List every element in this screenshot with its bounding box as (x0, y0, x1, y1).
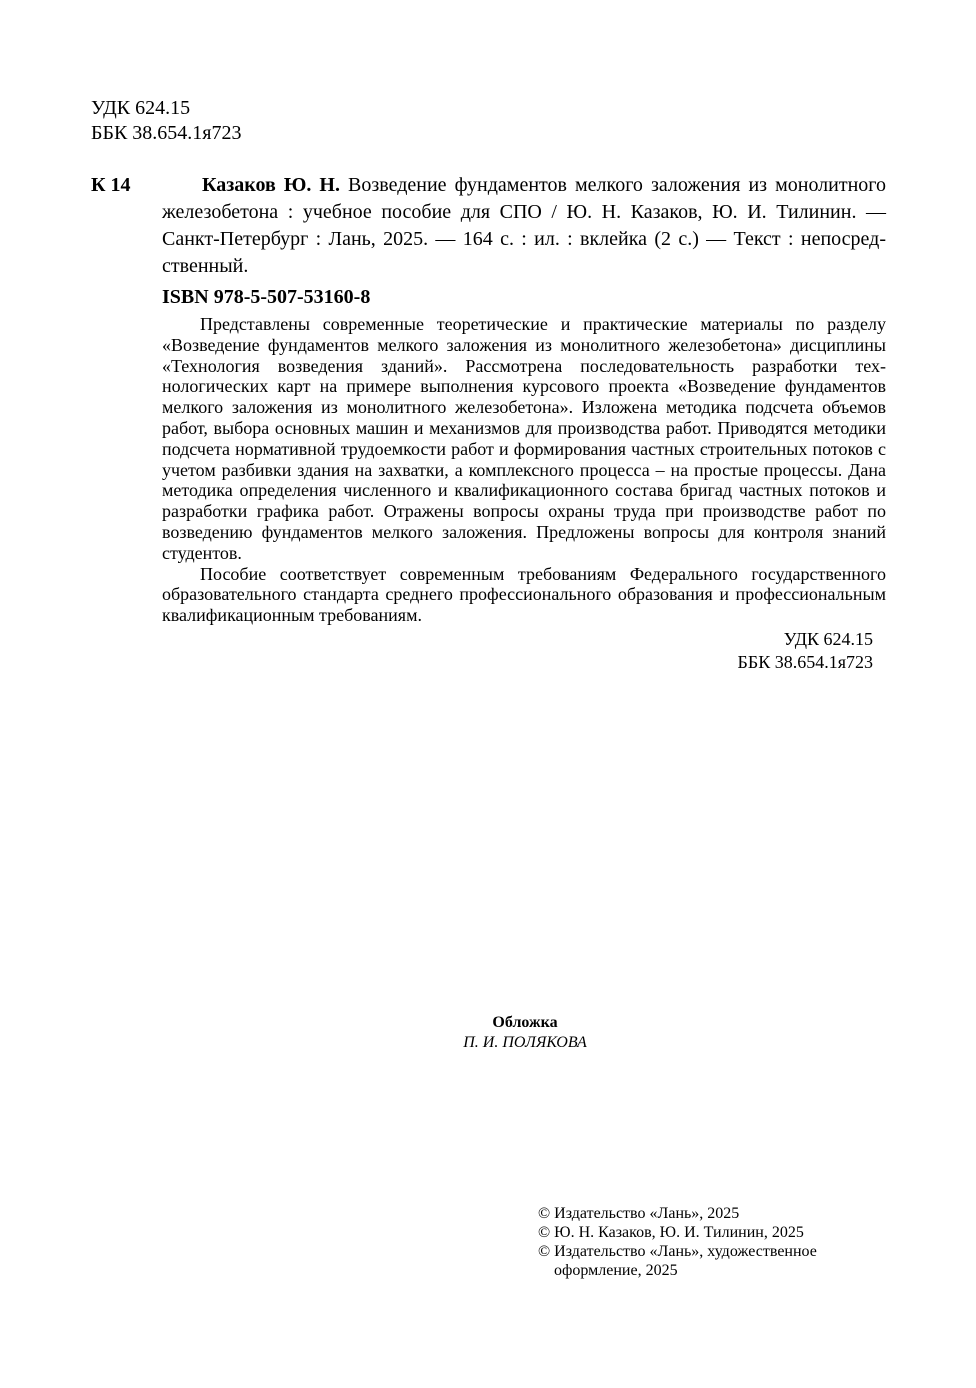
abstract-paragraph: Представлены современные теоретические и практические материалы по разделу «Возведение фундаментов мелкого заложения из монолитного железобетона» дисциплины «Технология возведения зданий». Рассмотрена последовательность разработки технологических карт на примере выполнения курсового проекта «Возведение фундаментов мелкого заложения из монолитного железобетона». Изложена методика подсчета объемов работ, выбора основных машин и механизмов для производства работ. Приводятся методики подсчета нормативной трудоемкости работ и формирования частных строительных потоков с учетом разбивки здания на захватки, а комплексного процесса – на простые процессы. Дана методика определения численного и квалификационного состава бригад частных потоков и разработки графика работ. Отражены вопросы охраны труда при производстве работ по возведению фундаментов мелкого заложения. Предложены вопросы для контроля знаний студентов. (162, 314, 886, 563)
cover-label: Обложка (492, 1014, 558, 1031)
bibliographic-description (162, 172, 886, 280)
cover-designer: П. И. ПОЛЯКОВА (463, 1034, 587, 1051)
copyright-line: © Издательство «Лань», художественное оформление, 2025 (538, 1243, 817, 1279)
udc-block-top (91, 96, 242, 146)
author-name: Казаков Ю. Н. (202, 174, 340, 196)
cover-credit (420, 1013, 630, 1053)
abstract (162, 314, 886, 626)
copyright-line: © Ю. Н. Казаков, Ю. И. Тилинин, 2025 (538, 1224, 804, 1241)
isbn: ISBN 978-5-507-53160-8 (162, 286, 371, 308)
copyright-line: © Издательство «Лань», 2025 (538, 1205, 740, 1222)
bbk-code: ББК 38.654.1я723 (737, 652, 873, 672)
udk-code: УДК 624.15 (783, 629, 873, 649)
abstract-paragraph: Пособие соответствует современным требованиям Федерального государственного образовательного стандарта среднего профессионального образования и профессиональным квалификационным требованиям. (162, 563, 886, 626)
copyright-block (538, 1204, 858, 1280)
book-description: Возведение фундаментов мелкого заложения из монолитного железобетона : учебное пособие для СПО / Ю. Н. Казаков, Ю. И. Тилинин. — Санкт-Петербург : Лань, 2025. — 164 с. : ил. : вклейка (2 с.) — Текст : непосредственный. (162, 174, 887, 277)
udc-block-bottom (600, 628, 873, 674)
bbk-code: ББК 38.654.1я723 (91, 122, 242, 144)
udk-code: УДК 624.15 (91, 97, 191, 119)
catalog-code: К 14 (91, 174, 131, 196)
